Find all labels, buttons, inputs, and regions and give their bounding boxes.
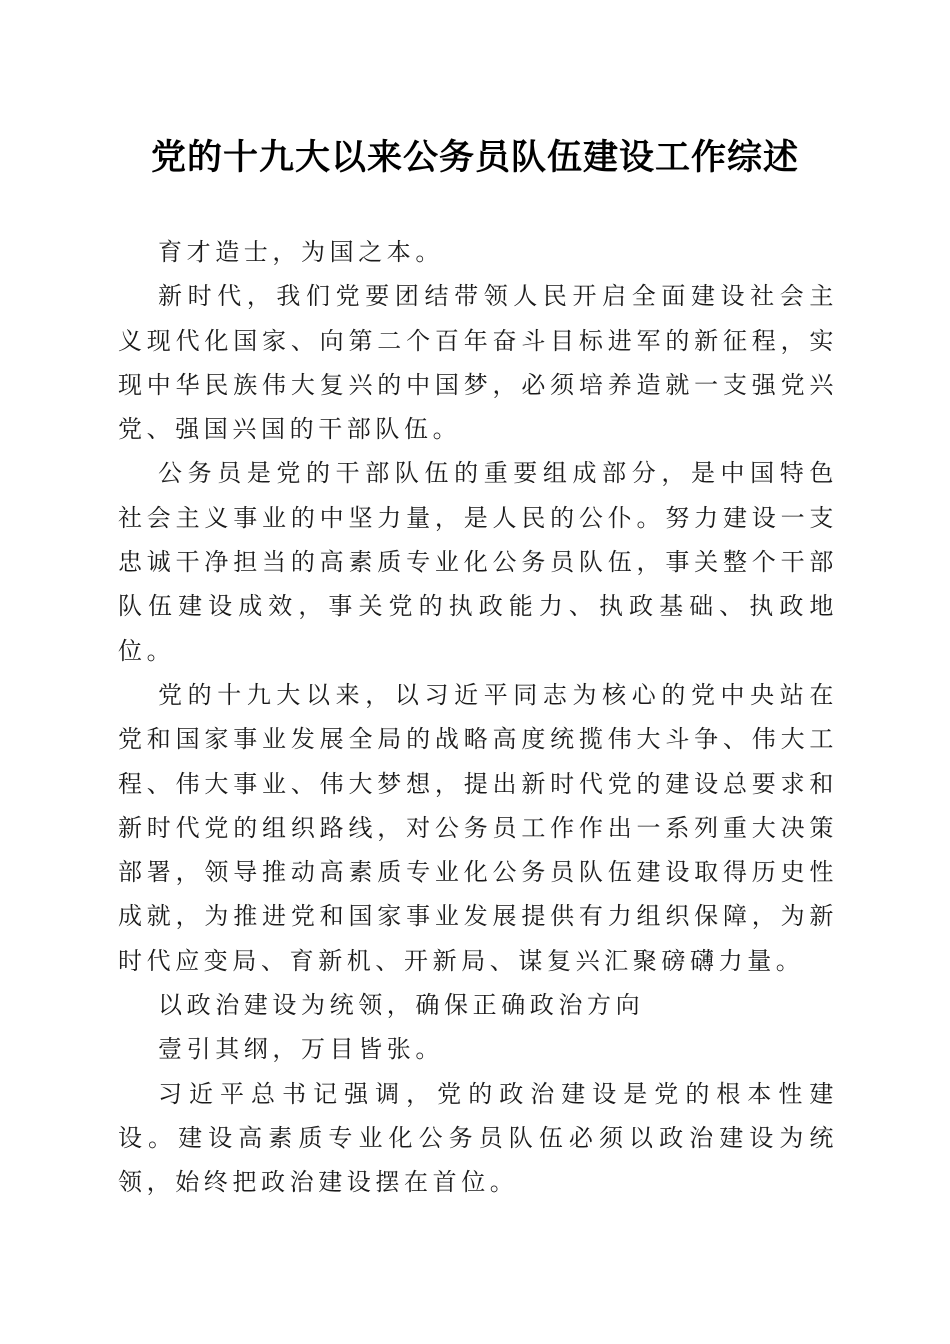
paragraph: 新时代，我们党要团结带领人民开启全面建设社会主义现代化国家、向第二个百年奋斗目标进军的新征程，实现中华民族伟大复兴的中国梦，必须培养造就一支强党兴党、强国兴国的干部队伍。 <box>118 282 838 444</box>
paragraph: 育才造士，为国之本。 <box>158 238 444 266</box>
paragraph: 公务员是党的干部队伍的重要组成部分，是中国特色社会主义事业的中坚力量，是人民的公仆。努力建设一支忠诚干净担当的高素质专业化公务员队伍，事关整个干部队伍建设成效，事关党的执政能力、执政基础、执政地位。 <box>118 459 838 665</box>
paragraph: 党的十九大以来，以习近平同志为核心的党中央站在党和国家事业发展全局的战略高度统揽伟大斗争、伟大工程、伟大事业、伟大梦想，提出新时代党的建设总要求和新时代党的组织路线，对公务员工作作出一系列重大决策部署，领导推动高素质专业化公务员队伍建设取得历史性成就，为推进党和国家事业发展提供有力组织保障，为新时代应变局、育新机、开新局、谋复兴汇聚磅礴力量。 <box>118 680 838 975</box>
paragraph: 壹引其纲，万目皆张。 <box>158 1035 444 1064</box>
document-body <box>118 230 838 1205</box>
paragraph: 习近平总书记强调，党的政治建设是党的根本性建设。建设高素质专业化公务员队伍必须以政治建设为统领，始终把政治建设摆在首位。 <box>118 1079 838 1197</box>
document-title: 党的十九大以来公务员队伍建设工作综述 <box>150 137 799 178</box>
section-heading: 以政治建设为统领，确保正确政治方向 <box>158 991 645 1020</box>
